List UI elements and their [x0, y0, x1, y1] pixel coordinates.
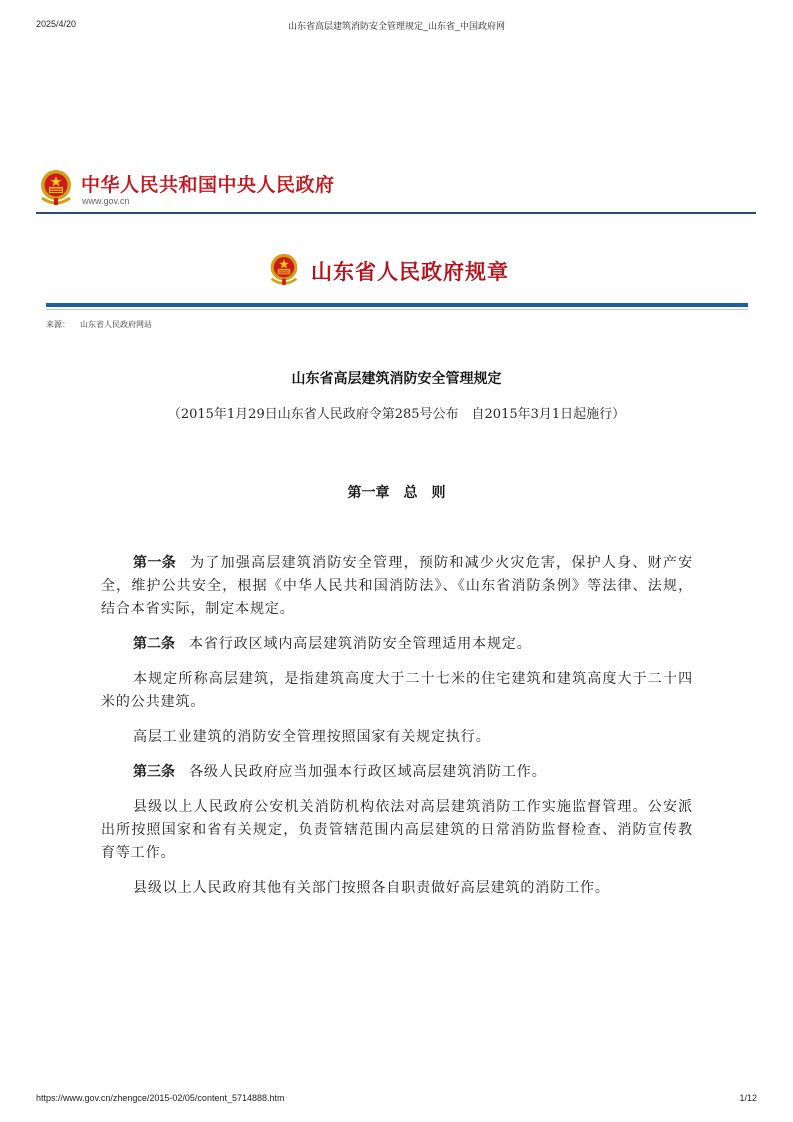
article-paragraph — [101, 796, 693, 865]
print-header — [36, 19, 757, 33]
article-text: 县级以上人民政府其他有关部门按照各自职责做好高层建筑的消防工作。 — [133, 880, 610, 896]
document-title: 山东省高层建筑消防安全管理规定 — [291, 371, 502, 387]
article-text: 为了加强高层建筑消防安全管理，预防和减少火灾危害，保护人身、财产安全，维护公共安全，根据《中华人民共和国消防法》、《山东省消防条例》等法律、法规，结合本省实际，制定本规定。 — [101, 555, 694, 617]
print-page-number: 1/12 — [739, 1093, 757, 1103]
print-footer — [36, 1093, 757, 1107]
article-text: 本规定所称高层建筑，是指建筑高度大于二十七米的住宅建筑和建筑高度大于二十四米的公共建筑。 — [101, 671, 693, 710]
print-page-title: 山东省高层建筑消防安全管理规定_山东省_中国政府网 — [287, 21, 505, 31]
print-date: 2025/4/20 — [36, 19, 77, 29]
national-emblem-icon — [268, 252, 300, 286]
article-text: 高层工业建筑的消防安全管理按照国家有关规定执行。 — [133, 729, 491, 745]
article-paragraph — [101, 726, 693, 749]
print-url[interactable]: https://www.gov.cn/zhengce/2015-02/05/content_5714888.htm — [36, 1093, 285, 1103]
site-domain[interactable]: www.gov.cn — [82, 196, 130, 206]
article-paragraph — [101, 761, 693, 784]
masthead-divider — [36, 212, 756, 214]
article-paragraph — [101, 552, 693, 621]
article-text: 县级以上人民政府公安机关消防机构依法对高层建筑消防工作实施监督管理。公安派出所按照国家和省有关规定，负责管辖范围内高层建筑的日常消防监督检查、消防宣传教育等工作。 — [101, 799, 693, 861]
article-text: 各级人民政府应当加强本行政区域高层建筑消防工作。 — [189, 764, 547, 780]
article-paragraph — [101, 877, 693, 900]
source-label: 来源： — [46, 320, 70, 329]
site-name[interactable]: 中华人民共和国中央人民政府 — [81, 174, 335, 196]
article-paragraph — [101, 633, 693, 656]
article-label: 第一条 — [133, 555, 177, 571]
source-value[interactable]: 山东省人民政府网站 — [80, 320, 152, 329]
national-emblem-icon[interactable] — [38, 168, 74, 206]
document-subtitle: （2015年1月29日山东省人民政府令第285号公布 自2015年3月1日起施行） — [167, 407, 626, 422]
chapter-heading: 第一章 总 则 — [347, 485, 446, 501]
article-body — [101, 552, 693, 912]
section-divider-thin — [46, 309, 748, 310]
article-paragraph — [101, 668, 693, 714]
article-text: 本省行政区域内高层建筑消防安全管理适用本规定。 — [189, 636, 532, 652]
section-divider — [46, 303, 748, 307]
source-line — [46, 319, 152, 330]
article-label: 第三条 — [133, 764, 175, 780]
section-title: 山东省人民政府规章 — [311, 259, 509, 284]
article-label: 第二条 — [133, 636, 175, 652]
